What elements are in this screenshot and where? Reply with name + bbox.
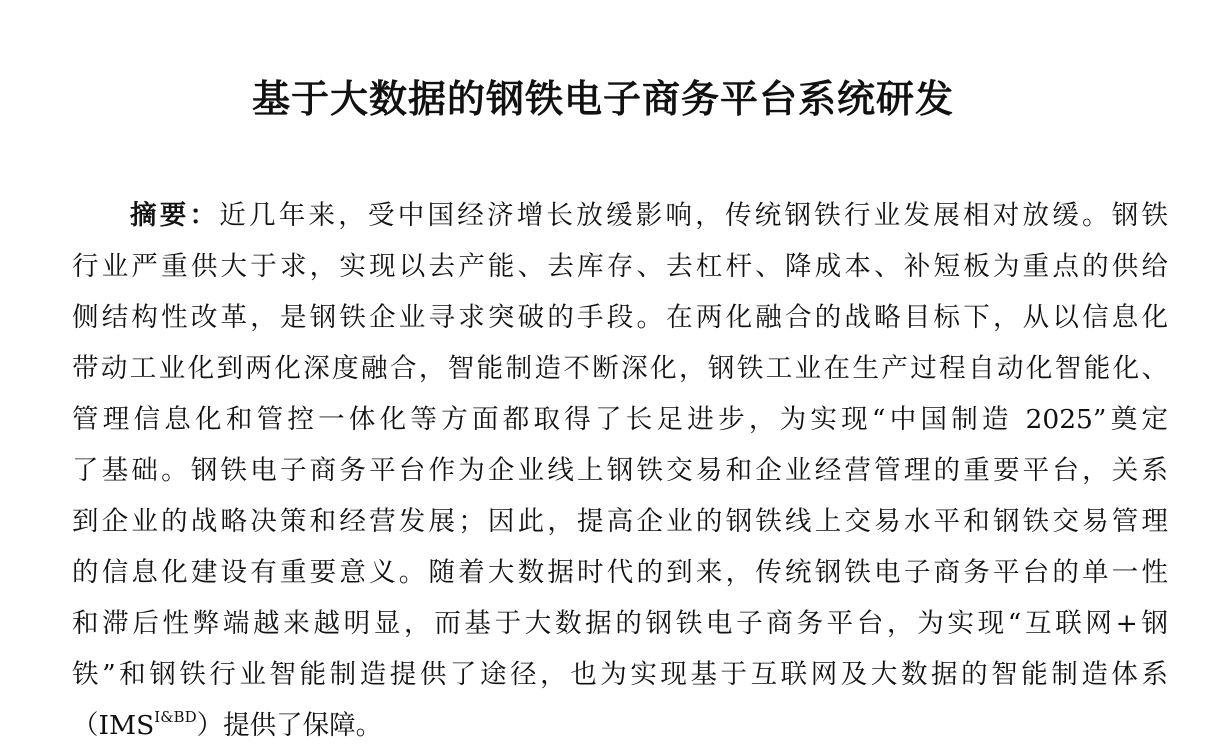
abstract-line-11: $(IMS^{I\&BD})$提供了保障。 [72, 708, 383, 741]
abstract-line-1: 摘要：近几年来，受中国经济增长放缓影响，传统钢铁行业发展相对放缓。钢铁 [130, 200, 1168, 231]
abstract-line-5: 管理信息化和管控一体化等方面都取得了长足进步，为实现“中国制造 2025”奠定 [72, 404, 1168, 435]
paper-title: 基于大数据的钢铁电子商务平台系统研发 [251, 77, 954, 121]
abstract-line-3: 侧结构性改革，是钢铁企业寻求突破的手段。在两化融合的战略目标下，从以信息化 [72, 302, 1168, 333]
abstract-line-8: 的信息化建设有重要意义。随着大数据时代的到来，传统钢铁电子商务平台的单一性 [72, 557, 1168, 588]
abstract-line-7: 到企业的战略决策和经营发展；因此，提高企业的钢铁线上交易水平和钢铁交易管理 [72, 506, 1168, 537]
ims-superscript: I&BD [154, 708, 197, 726]
abstract-line-6: 了基础。钢铁电子商务平台作为企业线上钢铁交易和企业经营管理的重要平台，关系 [72, 455, 1168, 486]
abstract-line-10: 铁”和钢铁行业智能制造提供了途径，也为实现基于互联网及大数据的智能制造体系 [72, 659, 1168, 690]
abstract-paragraph [72, 190, 1168, 751]
abstract-line-9: 和滞后性弊端越来越明显，而基于大数据的钢铁电子商务平台，为实现“互联网+钢 [72, 608, 1168, 639]
abstract-label: 摘要： [130, 200, 220, 231]
abstract-line-2: 行业严重供大于求，实现以去产能、去库存、去杠杆、降成本、补短板为重点的供给 [72, 251, 1168, 282]
abstract-line-4: 带动工业化到两化深度融合，智能制造不断深化，钢铁工业在生产过程自动化智能化、 [72, 353, 1168, 384]
